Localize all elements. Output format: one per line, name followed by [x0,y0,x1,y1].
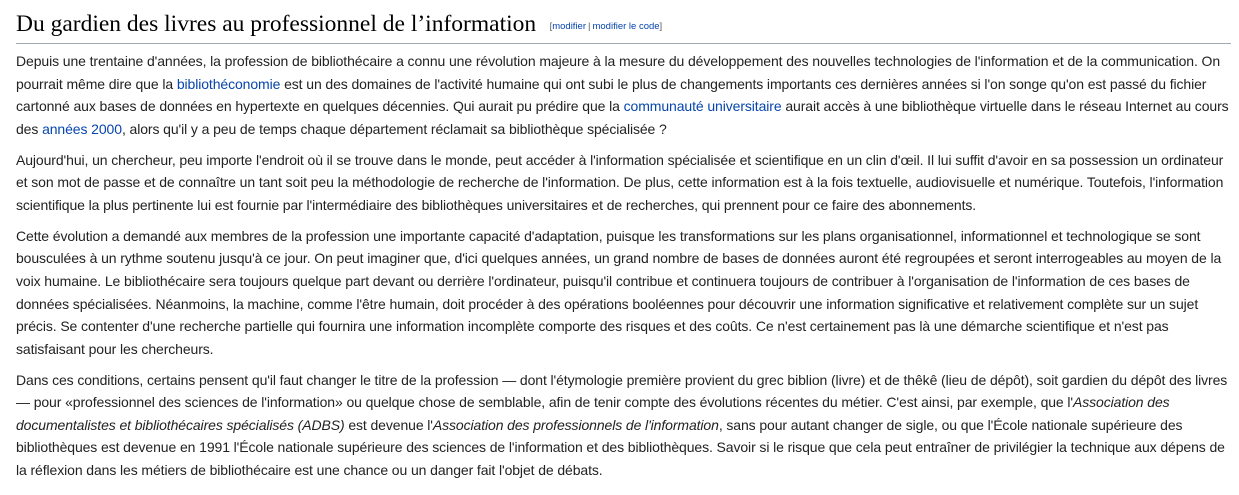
edit-section-links [550,21,663,32]
paragraph-4-text-2: est devenue l' [344,416,433,433]
paragraph-4-text-3: , sans pour autant changer de sigle, ou que l'École nationale supérieure des bibliothèques est devenue en 1991 l'École nationale supérieure des sciences de l'information et des bibliothèques. Savoir si le risque que cela peut entraîner de privilégier la technique aux dépens de la réflexion dans les métiers de bibliothécaire est une chance ou un danger fait l'objet de débats. [16,416,1225,478]
edit-link[interactable]: modifier [552,21,587,32]
edit-separator: | [588,21,591,32]
link-annees-2000[interactable]: années 2000 [42,120,122,137]
paragraph-1-text-4: , alors qu'il y a peu de temps chaque département réclamait sa bibliothèque spécialisée ? [121,120,667,137]
link-bibliotheconomie[interactable]: bibliothéconomie [176,75,281,92]
section-title: Du gardien des livres au professionnel de l’information [16,11,537,37]
paragraph-1-text-1: Depuis une trentaine d'années, la profession de bibliothécaire a connu une révolution majeure à la mesure du développement des nouvelles technologies de l'information et de la communication. On pourrait même dire que la [16,53,1221,92]
paragraph-4-italic-association: Association des professionnels de l'information [432,416,719,433]
paragraph-3: Cette évolution a demandé aux membres de la profession une importante capacité d'adaptation, puisque les transformations sur les plans organisationnel, informationnel et technologique se sont bousculées à un rythme soutenu jusqu'à ce jour. On peut imaginer que, d'ici quelques années, un grand nombre de bases de données auront été regroupées et seront interrogeables au moyen de la voix humaine. Le bibliothécaire sera toujours quelque part devant ou derrière l'ordinateur, puisqu'il contribue et continuera toujours de contribuer à l'organisation de l'information de ces bases de données spécialisées. Néanmoins, la machine, comme l'être humain, doit procéder à des opérations booléennes pour découvrir une information significative et relativement complète sur un sujet précis. Se contenter d'une recherche partielle qui fournira une information incomplète comporte des risques et des coûts. Ce n'est certainement pas là une démarche scientifique et n'est pas satisfaisant pour les chercheurs. [16,227,1222,357]
paragraph-1-text-3: aurait accès à une bibliothèque virtuelle dans le réseau Internet au cours des [16,98,1229,137]
paragraph-1 [16,50,1231,140]
paragraph-4 [16,369,1231,482]
paragraph-1-text-2: est un des domaines de l'activité humaine qui ont subi le plus de changements importants ces dernières années si l'on songe qu'on est passé du fichier cartonné aux bases de données en hypertexte en quelques décennies. Qui aurait pu prédire que la [16,75,1207,115]
paragraph-4-italic-adbs: Association des documentalistes et bibliothécaires spécialisés (ADBS) [16,394,1170,433]
edit-bracket-open: [ [549,21,553,32]
section-heading-row [16,8,1231,44]
paragraph-2: Aujourd'hui, un chercheur, peu importe l'endroit où il se trouve dans le monde, peut accéder à l'information spécialisée et scientifique en un clin d'œil. Il lui suffit d'avoir en sa possession un ordinateur et son mot de passe et de connaître un tant soit peu la méthodologie de recherche de l'information. De plus, cette information est à la fois textuelle, audiovisuelle et numérique. Toutefois, l'information scientifique la plus pertinente lui est fournie par l'intermédiaire des bibliothèques universitaires et de recherches, qui prennent pour ce faire des abonnements. [16,151,1224,213]
article-section [16,8,1231,490]
paragraph-4-text-1: Dans ces conditions, certains pensent qu'il faut changer le titre de la profession — dont l'étymologie première provient du grec biblion (livre) et de thêkê (lieu de dépôt), soit gardien du dépôt des livres — pour «professionnel des sciences de l'information» ou quelque chose de semblable, afin de tenir compte des évolutions récentes du métier. C'est ainsi, par exemple, que l' [16,371,1228,411]
link-communaute-universitaire[interactable]: communauté universitaire [623,98,782,115]
edit-code-link[interactable]: modifier le code [592,21,660,32]
edit-bracket-close: ] [659,21,663,32]
